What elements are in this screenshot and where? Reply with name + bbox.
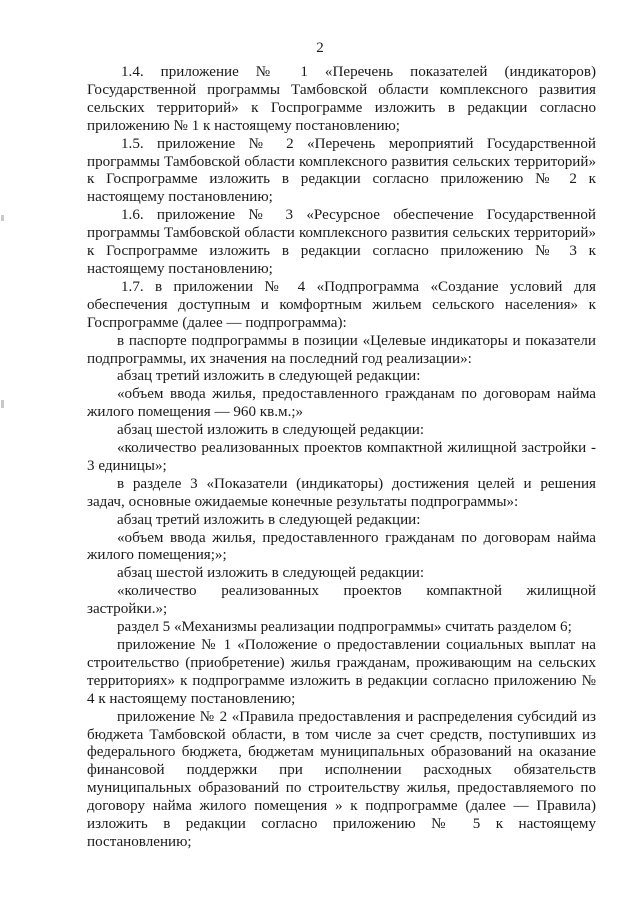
- paragraph-appendix-1: приложение № 1 «Положение о предоставлении социальных выплат на строительство (приобретение) жилья гражданам, проживающим на сельских территориях» к подпрограмме изложить в редакции согласно приложению № 4 к настоящему постановлению;: [87, 637, 596, 707]
- paragraph-instruction: абзац третий изложить в следующей редакции:: [117, 368, 421, 385]
- paragraph-section-3: в разделе 3 «Показатели (индикаторы) достижения целей и решения задач, основные ожидаемые конечные результаты подпрограммы»:: [87, 475, 596, 510]
- page-number: 2: [316, 40, 324, 56]
- paragraph-instruction: абзац шестой изложить в следующей редакции:: [117, 422, 425, 439]
- paragraph-1-6: 1.6. приложение № 3 «Ресурсное обеспечение Государственной программы Тамбовской области комплексного развития сельских территорий» к Госпрограмме изложить в редакции согласно приложению № 3 к настоящему постановлению;: [87, 207, 596, 277]
- paragraph-passport: в паспорте подпрограммы в позиции «Целевые индикаторы и показатели подпрограммы, их значения на последний год реализации»:: [87, 332, 596, 367]
- paragraph-appendix-2: приложение № 2 «Правила предоставления и распределения субсидий из бюджета Тамбовской области, в том числе за счет средств, поступивших из федерального бюджета, бюджетам муниципальных образований на оказание финансовой поддержки при исполнении расходных обязательств муниципальных образований по строительству жилья, предоставляемого по договору найма жилого помещения » к подпрограмме (далее — Правила) изложить в редакции согласно приложению № 5 к настоящему постановлению;: [87, 708, 596, 850]
- paragraph-section-5: раздел 5 «Механизмы реализации подпрограммы» считать разделом 6;: [117, 619, 572, 636]
- paragraph-instruction: абзац третий изложить в следующей редакции:: [117, 511, 421, 528]
- document-body: [87, 64, 596, 852]
- paragraph-instruction: абзац шестой изложить в следующей редакции:: [117, 565, 425, 582]
- paragraph-1-5: 1.5. приложение № 2 «Перечень мероприятий Государственной программы Тамбовской области комплексного развития сельских территорий» к Госпрограмме изложить в редакции согласно приложению № 2 к настоящему постановлению;: [87, 135, 596, 206]
- paragraph-1-7: 1.7. в приложении № 4 «Подпрограмма «Создание условий для обеспечения доступным и комфортным жильем сельского населения» к Госпрограмме (далее — подпрограмма):: [87, 278, 596, 331]
- paragraph-quote: «объем ввода жилья, предоставленного гражданам по договорам найма жилого помещения;»;: [87, 529, 596, 564]
- paragraph-quote: «объем ввода жилья, предоставленного гражданам по договорам найма жилого помещения — 960 кв.м.;»: [87, 386, 596, 421]
- scan-edge-mark: [1, 215, 4, 221]
- paragraph-quote: «количество реализованных проектов компактной жилищной застройки.»;: [87, 583, 596, 618]
- paragraph-quote: «количество реализованных проектов компактной жилищной застройки - 3 единицы»;: [87, 440, 596, 474]
- paragraph-1-4: 1.4. приложение № 1 «Перечень показателей (индикаторов) Государственной программы Тамбовской области комплексного развития сельских территорий» к Госпрограмме изложить в редакции согласно приложению № 1 к настоящему постановлению;: [87, 64, 596, 134]
- scan-edge-mark: [1, 400, 4, 408]
